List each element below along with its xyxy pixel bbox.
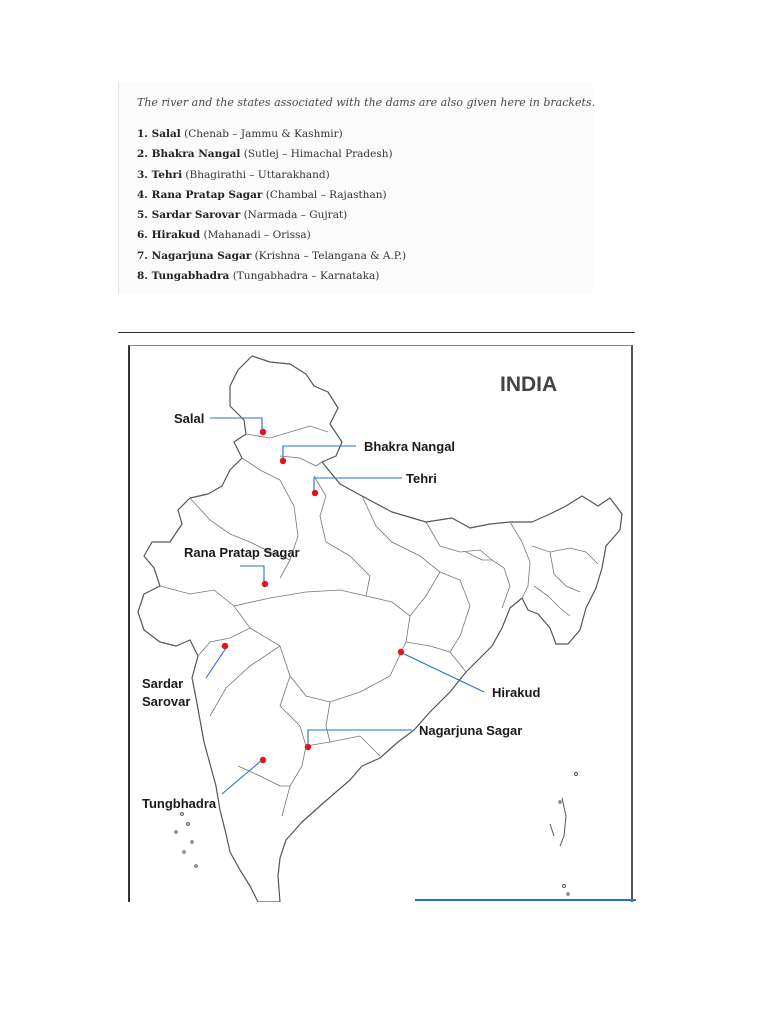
section-divider bbox=[118, 332, 635, 333]
label-tehri: Tehri bbox=[406, 471, 437, 486]
label-tungbhadra: Tungbhadra bbox=[142, 796, 217, 811]
marker-sardar-sarovar bbox=[222, 643, 228, 649]
marker-salal bbox=[260, 429, 266, 435]
list-item: 2. Bhakra Nangal (Sutlej – Himachal Pradesh) bbox=[137, 148, 393, 161]
marker-tungabhadra bbox=[260, 757, 266, 763]
india-outline bbox=[138, 356, 622, 902]
list-item: 3. Tehri (Bhagirathi – Uttarakhand) bbox=[137, 168, 330, 181]
intro-text: The river and the states associated with the dams are also given here in brackets. bbox=[137, 96, 596, 109]
marker-nagarjuna-sagar bbox=[305, 744, 311, 750]
list-item: 7. Nagarjuna Sagar (Krishna – Telangana & A.P.) bbox=[137, 249, 407, 262]
list-item: 6. Hirakud (Mahanadi – Orissa) bbox=[137, 229, 311, 242]
india-map bbox=[130, 346, 631, 902]
marker-bhakra-nangal bbox=[280, 458, 286, 464]
marker-hirakud bbox=[398, 649, 404, 655]
dam-list bbox=[137, 124, 406, 286]
label-rana-pratap-sagar: Rana Pratap Sagar bbox=[184, 545, 300, 560]
label-nagarjuna-sagar: Nagarjuna Sagar bbox=[419, 723, 523, 738]
label-hirakud: Hirakud bbox=[492, 685, 541, 700]
marker-tehri bbox=[312, 490, 318, 496]
list-item: 8. Tungabhadra (Tungabhadra – Karnataka) bbox=[137, 270, 380, 283]
label-sarovar: Sarovar bbox=[142, 694, 191, 709]
dam-list-panel bbox=[118, 82, 596, 294]
list-item: 1. Salal (Chenab – Jammu & Kashmir) bbox=[137, 128, 343, 140]
label-bhakra-nangal: Bhakra Nangal bbox=[364, 439, 456, 454]
list-item: 4. Rana Pratap Sagar (Chambal – Rajasthan) bbox=[137, 188, 387, 201]
map-title: INDIA bbox=[500, 373, 558, 396]
label-sardar: Sardar bbox=[142, 676, 184, 691]
label-salal: Salal bbox=[174, 411, 205, 426]
india-map-frame bbox=[128, 345, 633, 902]
marker-rana-pratap-sagar bbox=[262, 581, 268, 587]
list-item: 5. Sardar Sarovar (Narmada – Gujrat) bbox=[137, 209, 348, 222]
bottom-accent-line bbox=[415, 899, 636, 901]
